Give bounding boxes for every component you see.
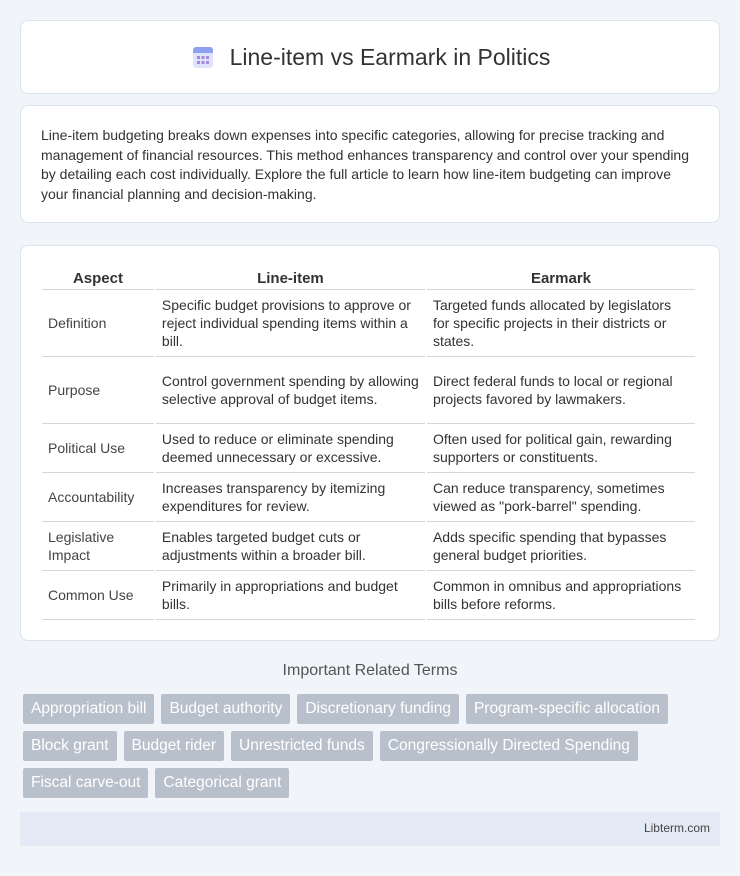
page-title: Line-item vs Earmark in Politics [229, 43, 551, 70]
line-item-cell: Specific budget provisions to approve or reject individual spending items within a bill. [156, 290, 425, 357]
header-earmark: Earmark [427, 266, 695, 290]
earmark-cell: Adds specific spending that bypasses general budget priorities. [427, 522, 695, 571]
table-row [42, 522, 695, 571]
header-line-item: Line-item [156, 266, 425, 290]
comparison-table [40, 266, 697, 620]
line-item-cell: Increases transparency by itemizing expenditures for review. [156, 473, 425, 522]
title-card [20, 20, 720, 94]
related-terms-title: Important Related Terms [282, 662, 458, 679]
intro-text: Line-item budgeting breaks down expenses into specific categories, allowing for precise tracking and management of financial resources. This method enhances transparency and control over your spending by detailing each cost individually. Explore the full article to learn how line-item budgeting can improve your financial planning and decision-making. [41, 127, 690, 202]
header-aspect: Aspect [42, 266, 154, 290]
earmark-cell: Direct federal funds to local or regional projects favored by lawmakers. [427, 357, 695, 424]
line-item-cell: Used to reduce or eliminate spending deemed unnecessary or excessive. [156, 424, 425, 473]
aspect-cell: Accountability [42, 473, 154, 522]
aspect-cell: Definition [42, 290, 154, 357]
table-row [42, 357, 695, 424]
table-header-row [42, 266, 695, 290]
line-item-cell: Primarily in appropriations and budget bills. [156, 571, 425, 620]
tag-fiscal-carve-out[interactable]: Fiscal carve-out [23, 768, 148, 798]
tag-block-grant[interactable]: Block grant [23, 731, 117, 761]
earmark-cell: Common in omnibus and appropriations bills before reforms. [427, 571, 695, 620]
tag-budget-rider[interactable]: Budget rider [124, 731, 224, 761]
tag-appropriation-bill[interactable]: Appropriation bill [23, 694, 154, 724]
tag-program-specific-allocation[interactable]: Program-specific allocation [466, 694, 668, 724]
footer [20, 812, 720, 846]
aspect-cell: Legislative Impact [42, 522, 154, 571]
tag-congressionally-directed-spending[interactable]: Congressionally Directed Spending [380, 731, 638, 761]
table-row [42, 290, 695, 357]
earmark-cell: Often used for political gain, rewarding supporters or constituents. [427, 424, 695, 473]
tag-discretionary-funding[interactable]: Discretionary funding [297, 694, 459, 724]
tag-budget-authority[interactable]: Budget authority [161, 694, 290, 724]
comparison-table-card [20, 245, 720, 641]
related-terms-tags [23, 694, 723, 805]
footer-brand[interactable]: Libterm.com [643, 821, 710, 835]
document-icon [190, 44, 216, 70]
earmark-cell: Can reduce transparency, sometimes viewed as "pork-barrel" spending. [427, 473, 695, 522]
aspect-cell: Common Use [42, 571, 154, 620]
line-item-cell: Control government spending by allowing selective approval of budget items. [156, 357, 425, 424]
earmark-cell: Targeted funds allocated by legislators for specific projects in their districts or states. [427, 290, 695, 357]
aspect-cell: Purpose [42, 357, 154, 424]
aspect-cell: Political Use [42, 424, 154, 473]
table-row [42, 571, 695, 620]
table-row [42, 473, 695, 522]
table-row [42, 424, 695, 473]
line-item-cell: Enables targeted budget cuts or adjustments within a broader bill. [156, 522, 425, 571]
tag-unrestricted-funds[interactable]: Unrestricted funds [231, 731, 373, 761]
tag-categorical-grant[interactable]: Categorical grant [155, 768, 289, 798]
intro-card [20, 105, 720, 223]
